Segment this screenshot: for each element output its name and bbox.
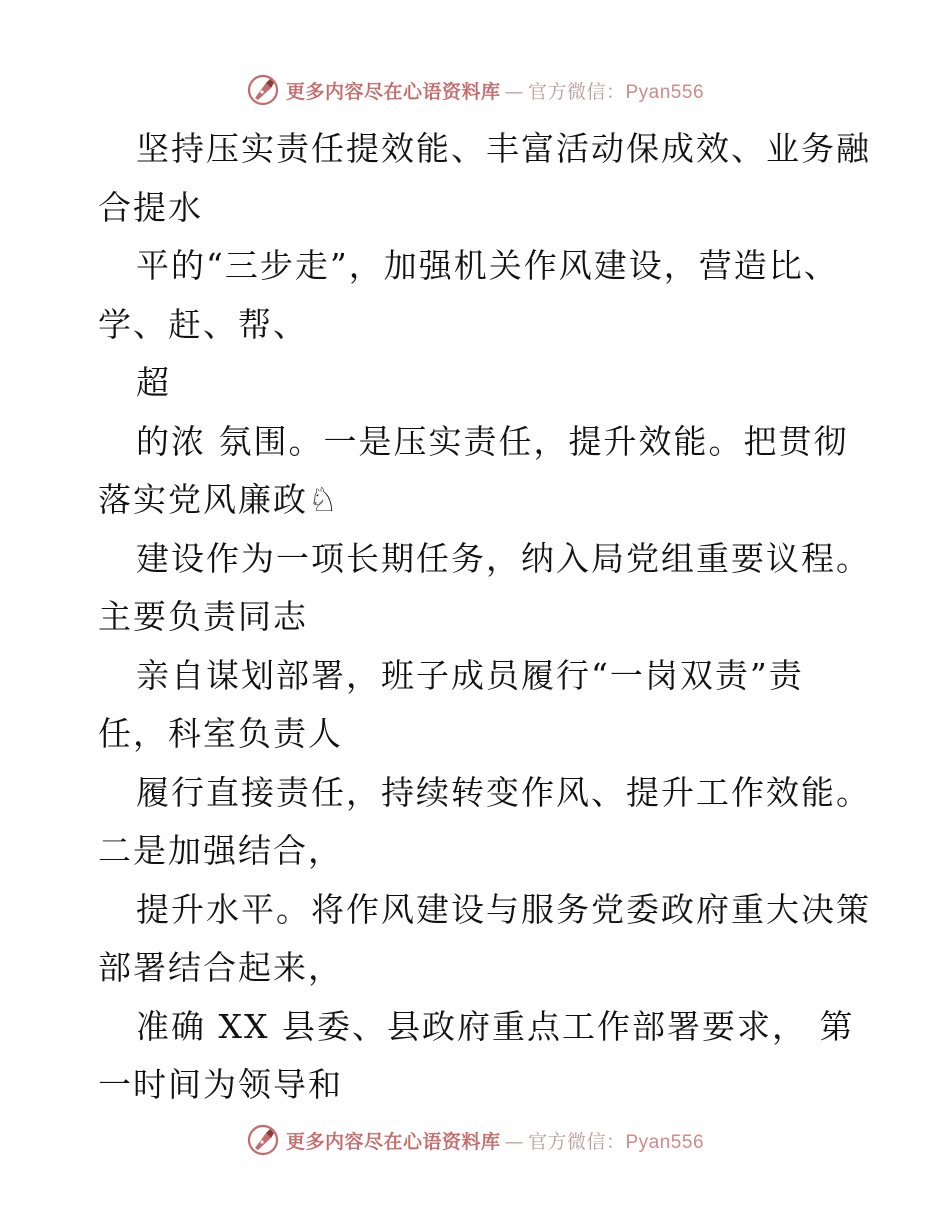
watermark-text <box>286 1127 704 1154</box>
watermark-dash: — <box>504 80 524 103</box>
footer-watermark-banner <box>0 1120 950 1160</box>
document-line: 提升水平。将作风建设与服务党委政府重大决策 <box>136 889 871 929</box>
document-line: 合提水 <box>98 187 203 227</box>
document-line: 主要负责同志 <box>98 597 308 636</box>
document-line: 建设作为一项长期任务，纳入局党组重要议程。 <box>136 538 871 578</box>
watermark-wechat-id: Pyan556 <box>625 81 705 103</box>
watermark-text <box>286 77 704 104</box>
header-watermark-banner <box>0 70 950 110</box>
document-line: 部署结合起来， <box>98 948 343 987</box>
document-line: 超 <box>136 363 171 402</box>
document-line: 亲自谋划部署，班子成员履行“一岗双责”责 <box>136 655 804 695</box>
document-line: 坚持压实责任提效能、丰富活动保成效、业务融 <box>136 129 871 168</box>
watermark-label: 官方微信： <box>527 80 626 103</box>
document-body <box>98 120 871 1115</box>
pen-nib-logo-icon <box>246 73 280 107</box>
document-line: 落实党风廉政♘ <box>98 480 340 519</box>
document-line: 履行直接责任，持续转变作风、提升工作效能。 <box>136 772 871 812</box>
watermark-wechat-id: Pyan556 <box>625 1131 705 1153</box>
document-line: 学、赶、帮、 <box>98 304 308 344</box>
pen-nib-logo-icon <box>246 1123 280 1157</box>
watermark-brand: 更多内容尽在心语资料库 <box>285 80 501 103</box>
watermark-dash: — <box>504 1130 524 1153</box>
document-line: 二是加强结合， <box>98 831 343 870</box>
document-line: 准确 XX 县委、县政府重点工作部署要求， 第 <box>136 1006 855 1046</box>
watermark-brand: 更多内容尽在心语资料库 <box>285 1130 501 1153</box>
document-line: 任，科室负责人 <box>98 714 343 753</box>
watermark-label: 官方微信： <box>527 1130 626 1153</box>
document-line: 的浓 氛围。一是压实责任，提升效能。把贯彻 <box>136 421 849 461</box>
document-line: 一时间为领导和 <box>98 1065 343 1104</box>
document-line: 平的“三步走”，加强机关作风建设，营造比、 <box>136 246 839 285</box>
